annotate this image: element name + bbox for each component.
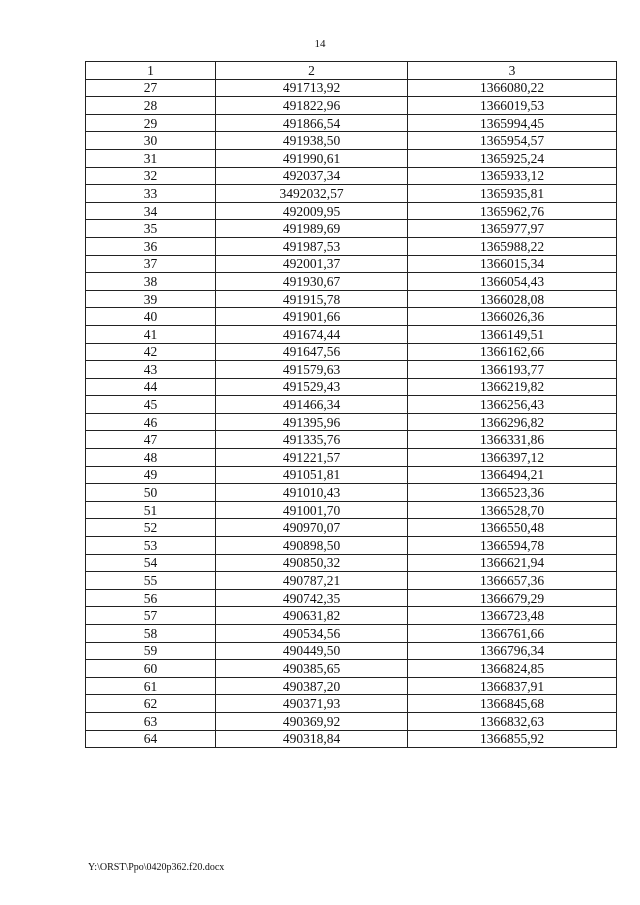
table-row: [86, 501, 617, 519]
point-number-cell: 34: [86, 202, 216, 220]
x-coordinate-cell: 491901,66: [216, 308, 408, 326]
coordinates-table: [85, 61, 617, 748]
x-coordinate-cell: 491987,53: [216, 237, 408, 255]
table-row: [86, 255, 617, 273]
table-row: [86, 220, 617, 238]
point-number-cell: 27: [86, 79, 216, 97]
x-coordinate-cell: 491395,96: [216, 413, 408, 431]
x-coordinate-cell: 490369,92: [216, 712, 408, 730]
point-number-cell: 59: [86, 642, 216, 660]
x-coordinate-cell: 491221,57: [216, 449, 408, 467]
y-coordinate-cell: 1366550,48: [408, 519, 617, 537]
point-number-cell: 47: [86, 431, 216, 449]
point-number-cell: 40: [86, 308, 216, 326]
y-coordinate-cell: 1366054,43: [408, 273, 617, 291]
y-coordinate-cell: 1366019,53: [408, 97, 617, 115]
column-header-2: 2: [216, 62, 408, 80]
y-coordinate-cell: 1365935,81: [408, 185, 617, 203]
y-coordinate-cell: 1366193,77: [408, 361, 617, 379]
point-number-cell: 42: [86, 343, 216, 361]
x-coordinate-cell: 490742,35: [216, 589, 408, 607]
y-coordinate-cell: 1366219,82: [408, 378, 617, 396]
point-number-cell: 31: [86, 149, 216, 167]
point-number-cell: 45: [86, 396, 216, 414]
x-coordinate-cell: 3492032,57: [216, 185, 408, 203]
table-row: [86, 625, 617, 643]
y-coordinate-cell: 1366679,29: [408, 589, 617, 607]
point-number-cell: 51: [86, 501, 216, 519]
x-coordinate-cell: 491051,81: [216, 466, 408, 484]
table-row: [86, 695, 617, 713]
x-coordinate-cell: 491930,67: [216, 273, 408, 291]
table-row: [86, 730, 617, 748]
y-coordinate-cell: 1366296,82: [408, 413, 617, 431]
y-coordinate-cell: 1365933,12: [408, 167, 617, 185]
x-coordinate-cell: 490631,82: [216, 607, 408, 625]
point-number-cell: 58: [86, 625, 216, 643]
table-row: [86, 378, 617, 396]
table-row: [86, 396, 617, 414]
table-row: [86, 132, 617, 150]
y-coordinate-cell: 1365977,97: [408, 220, 617, 238]
point-number-cell: 36: [86, 237, 216, 255]
x-coordinate-cell: 491674,44: [216, 325, 408, 343]
x-coordinate-cell: 492037,34: [216, 167, 408, 185]
y-coordinate-cell: 1366015,34: [408, 255, 617, 273]
y-coordinate-cell: 1366162,66: [408, 343, 617, 361]
x-coordinate-cell: 490850,32: [216, 554, 408, 572]
point-number-cell: 53: [86, 537, 216, 555]
table-row: [86, 149, 617, 167]
table-row: [86, 308, 617, 326]
y-coordinate-cell: 1366026,36: [408, 308, 617, 326]
x-coordinate-cell: 490385,65: [216, 660, 408, 678]
x-coordinate-cell: 492001,37: [216, 255, 408, 273]
y-coordinate-cell: 1365988,22: [408, 237, 617, 255]
x-coordinate-cell: 491647,56: [216, 343, 408, 361]
x-coordinate-cell: 490534,56: [216, 625, 408, 643]
point-number-cell: 28: [86, 97, 216, 115]
x-coordinate-cell: 491938,50: [216, 132, 408, 150]
x-coordinate-cell: 491529,43: [216, 378, 408, 396]
point-number-cell: 50: [86, 484, 216, 502]
table-row: [86, 185, 617, 203]
y-coordinate-cell: 1366028,08: [408, 290, 617, 308]
y-coordinate-cell: 1366331,86: [408, 431, 617, 449]
y-coordinate-cell: 1366855,92: [408, 730, 617, 748]
point-number-cell: 43: [86, 361, 216, 379]
table-row: [86, 79, 617, 97]
table-row: [86, 572, 617, 590]
table-row: [86, 466, 617, 484]
point-number-cell: 60: [86, 660, 216, 678]
x-coordinate-cell: 490449,50: [216, 642, 408, 660]
point-number-cell: 37: [86, 255, 216, 273]
x-coordinate-cell: 490970,07: [216, 519, 408, 537]
x-coordinate-cell: 491335,76: [216, 431, 408, 449]
x-coordinate-cell: 491001,70: [216, 501, 408, 519]
point-number-cell: 32: [86, 167, 216, 185]
y-coordinate-cell: 1366824,85: [408, 660, 617, 678]
x-coordinate-cell: 491579,63: [216, 361, 408, 379]
table-row: [86, 167, 617, 185]
point-number-cell: 48: [86, 449, 216, 467]
y-coordinate-cell: 1366523,36: [408, 484, 617, 502]
table-row: [86, 325, 617, 343]
x-coordinate-cell: 491466,34: [216, 396, 408, 414]
x-coordinate-cell: 490318,84: [216, 730, 408, 748]
point-number-cell: 38: [86, 273, 216, 291]
table-row: [86, 290, 617, 308]
y-coordinate-cell: 1365994,45: [408, 114, 617, 132]
point-number-cell: 62: [86, 695, 216, 713]
y-coordinate-cell: 1366594,78: [408, 537, 617, 555]
table-row: [86, 202, 617, 220]
x-coordinate-cell: 491713,92: [216, 79, 408, 97]
page-number: 14: [314, 38, 326, 50]
y-coordinate-cell: 1366149,51: [408, 325, 617, 343]
point-number-cell: 33: [86, 185, 216, 203]
table-row: [86, 413, 617, 431]
point-number-cell: 39: [86, 290, 216, 308]
x-coordinate-cell: 491866,54: [216, 114, 408, 132]
table-row: [86, 519, 617, 537]
x-coordinate-cell: 491822,96: [216, 97, 408, 115]
point-number-cell: 56: [86, 589, 216, 607]
x-coordinate-cell: 491989,69: [216, 220, 408, 238]
x-coordinate-cell: 491990,61: [216, 149, 408, 167]
x-coordinate-cell: 491010,43: [216, 484, 408, 502]
y-coordinate-cell: 1366796,34: [408, 642, 617, 660]
y-coordinate-cell: 1366494,21: [408, 466, 617, 484]
table-header-row: [86, 62, 617, 80]
y-coordinate-cell: 1366528,70: [408, 501, 617, 519]
point-number-cell: 63: [86, 712, 216, 730]
point-number-cell: 57: [86, 607, 216, 625]
table-row: [86, 431, 617, 449]
point-number-cell: 44: [86, 378, 216, 396]
y-coordinate-cell: 1366657,36: [408, 572, 617, 590]
table-row: [86, 660, 617, 678]
table-row: [86, 237, 617, 255]
table-row: [86, 677, 617, 695]
table-row: [86, 97, 617, 115]
y-coordinate-cell: 1366397,12: [408, 449, 617, 467]
footer-file-path: Y:\ORST\Ppo\0420p362.f20.docx: [88, 862, 225, 873]
x-coordinate-cell: 492009,95: [216, 202, 408, 220]
column-header-3: 3: [408, 62, 617, 80]
y-coordinate-cell: 1366621,94: [408, 554, 617, 572]
table-row: [86, 642, 617, 660]
table-row: [86, 589, 617, 607]
point-number-cell: 52: [86, 519, 216, 537]
point-number-cell: 61: [86, 677, 216, 695]
x-coordinate-cell: 491915,78: [216, 290, 408, 308]
y-coordinate-cell: 1366256,43: [408, 396, 617, 414]
table-row: [86, 607, 617, 625]
table-row: [86, 712, 617, 730]
y-coordinate-cell: 1365954,57: [408, 132, 617, 150]
y-coordinate-cell: 1366080,22: [408, 79, 617, 97]
table-row: [86, 537, 617, 555]
x-coordinate-cell: 490387,20: [216, 677, 408, 695]
y-coordinate-cell: 1366845,68: [408, 695, 617, 713]
y-coordinate-cell: 1366761,66: [408, 625, 617, 643]
table-body: [86, 79, 617, 748]
point-number-cell: 64: [86, 730, 216, 748]
x-coordinate-cell: 490787,21: [216, 572, 408, 590]
column-header-1: 1: [86, 62, 216, 80]
y-coordinate-cell: 1366837,91: [408, 677, 617, 695]
table-row: [86, 114, 617, 132]
y-coordinate-cell: 1365925,24: [408, 149, 617, 167]
table-row: [86, 343, 617, 361]
table-row: [86, 484, 617, 502]
table-row: [86, 449, 617, 467]
point-number-cell: 46: [86, 413, 216, 431]
point-number-cell: 29: [86, 114, 216, 132]
y-coordinate-cell: 1366723,48: [408, 607, 617, 625]
point-number-cell: 35: [86, 220, 216, 238]
point-number-cell: 55: [86, 572, 216, 590]
point-number-cell: 41: [86, 325, 216, 343]
table-row: [86, 361, 617, 379]
point-number-cell: 54: [86, 554, 216, 572]
point-number-cell: 30: [86, 132, 216, 150]
table-row: [86, 273, 617, 291]
x-coordinate-cell: 490898,50: [216, 537, 408, 555]
y-coordinate-cell: 1366832,63: [408, 712, 617, 730]
x-coordinate-cell: 490371,93: [216, 695, 408, 713]
y-coordinate-cell: 1365962,76: [408, 202, 617, 220]
table-row: [86, 554, 617, 572]
point-number-cell: 49: [86, 466, 216, 484]
